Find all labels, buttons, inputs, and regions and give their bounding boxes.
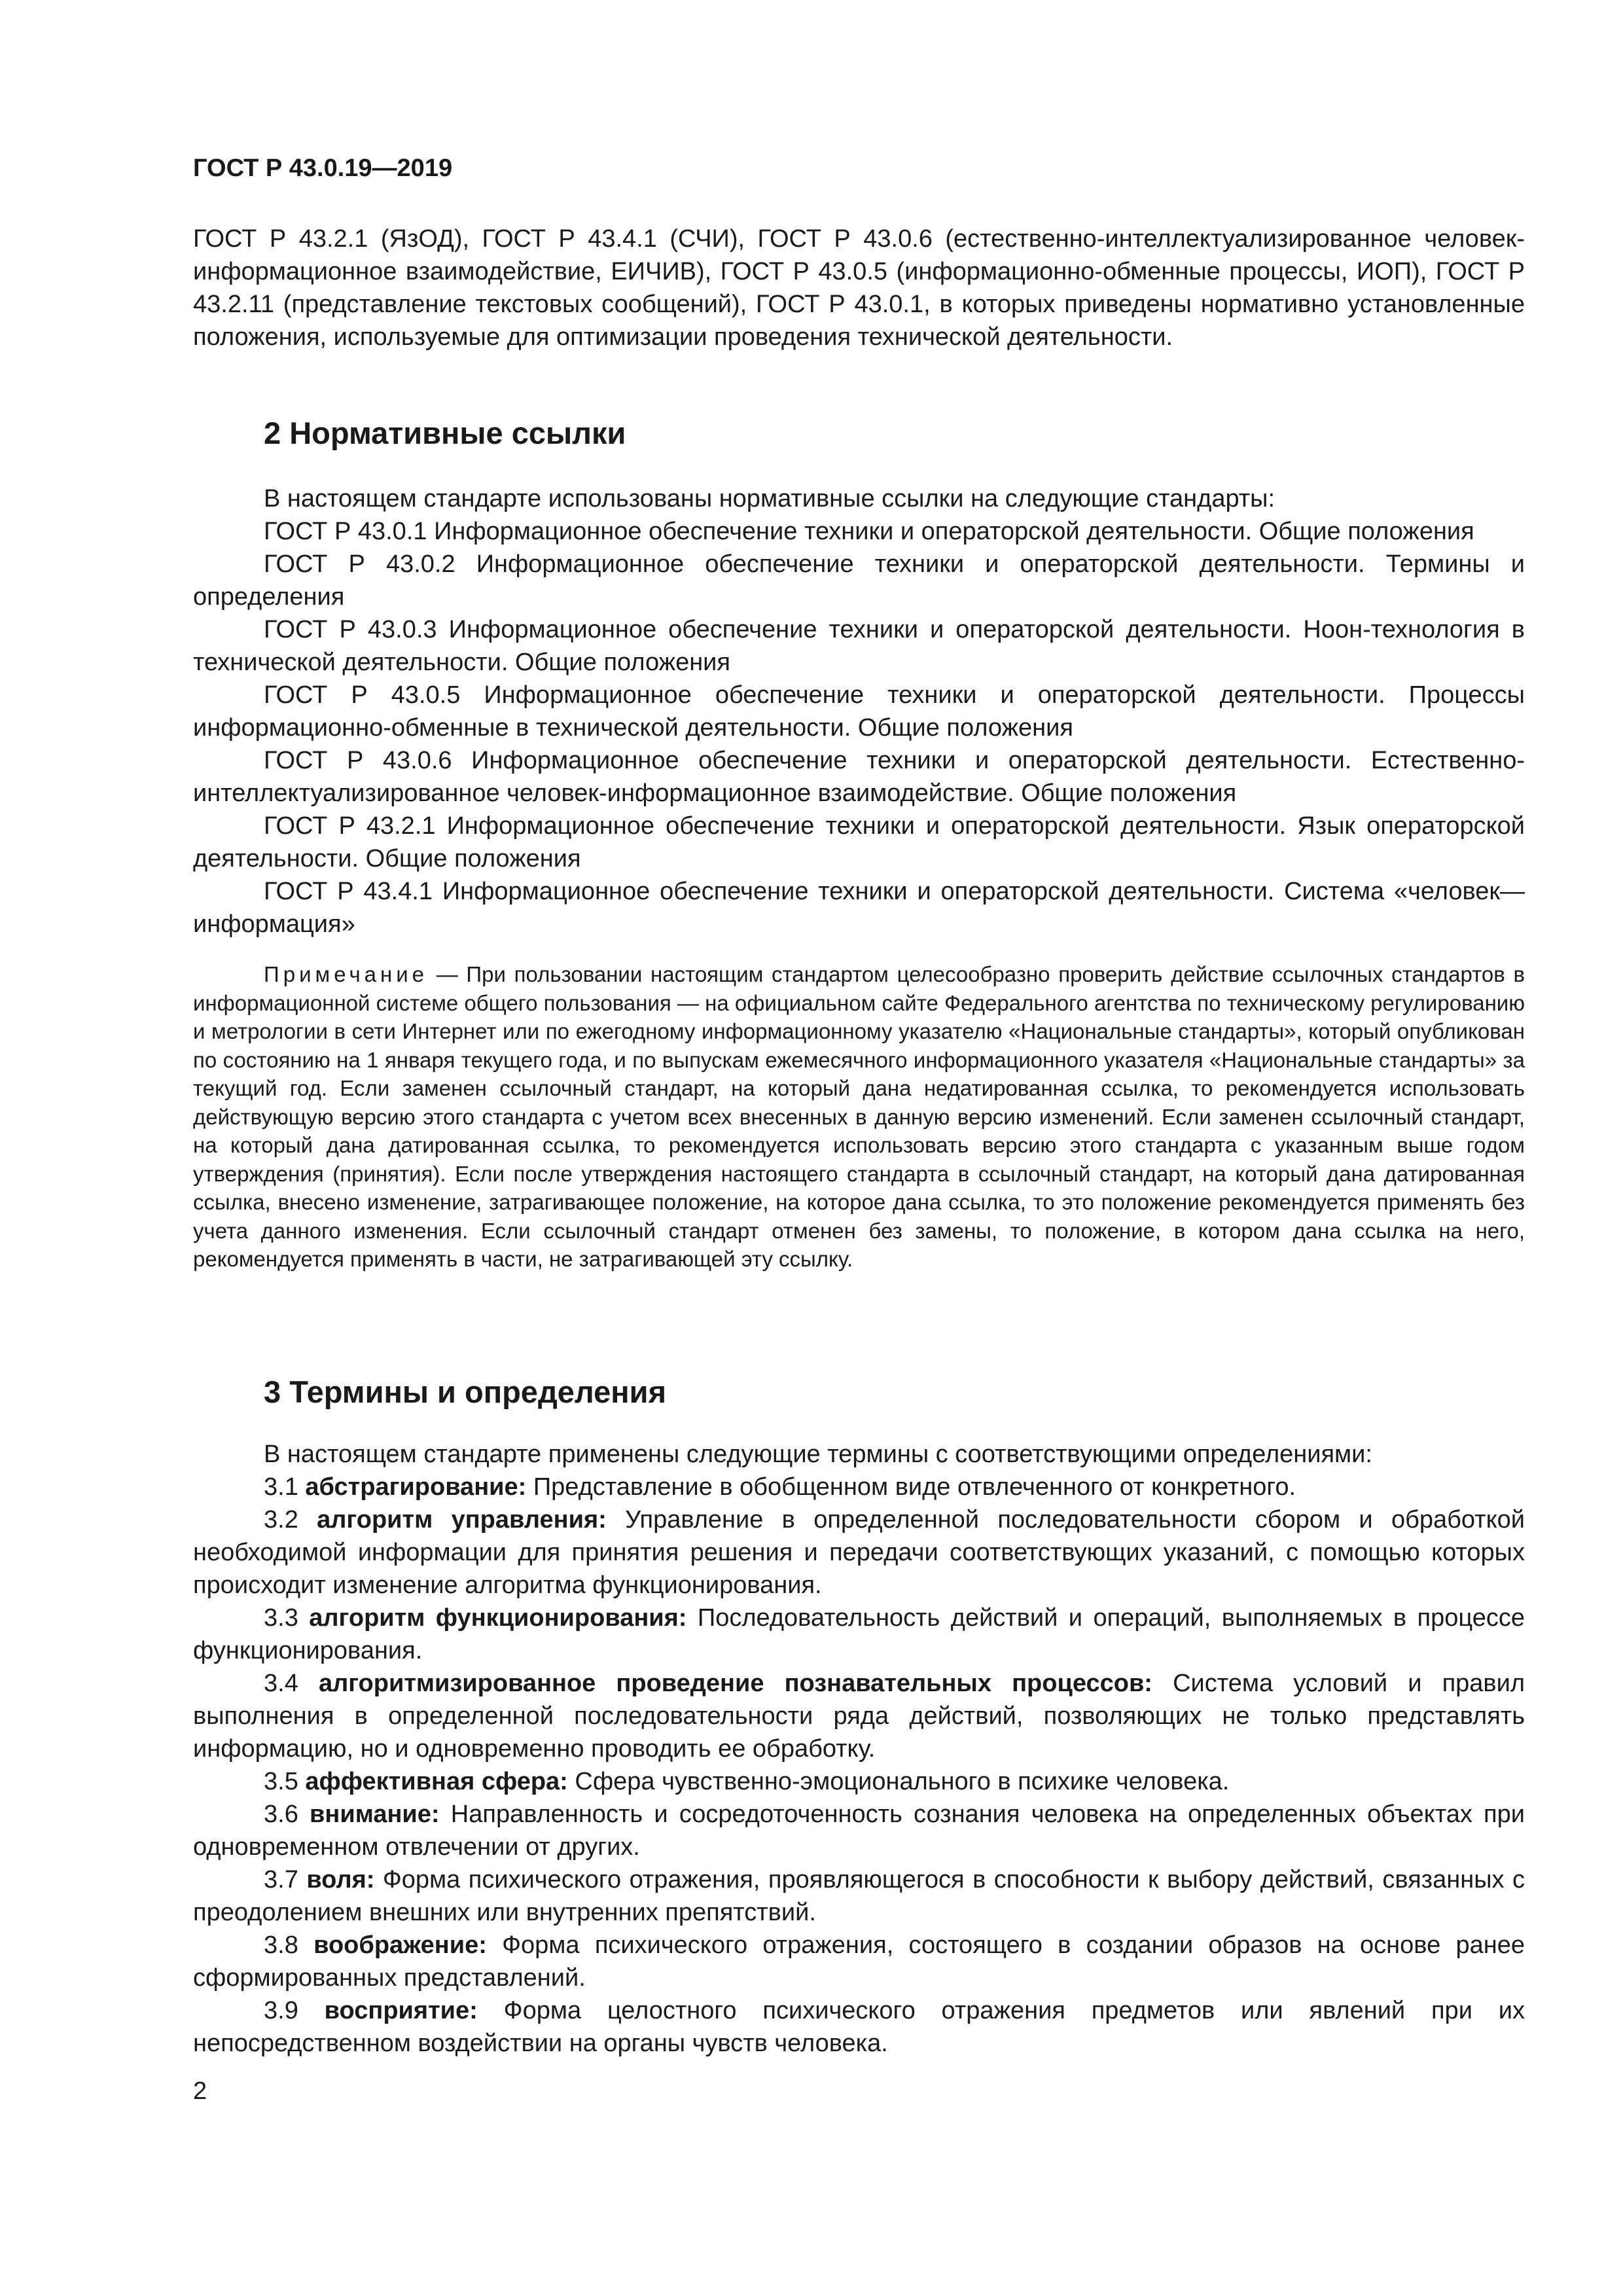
term-number: 3.9: [264, 1997, 325, 2024]
term-entry: [193, 1602, 1525, 1667]
reference-item: ГОСТ Р 43.0.3 Информационное обеспечение техники и операторской деятельности. Ноон-технология в технической деятельности. Общие положения: [193, 616, 1525, 676]
section-3-lead: В настоящем стандарте применены следующие термины с соответствующими определениями:: [264, 1441, 1372, 1468]
term-entry: [193, 1471, 1525, 1503]
references-note: [193, 960, 1525, 1274]
section-3-body: [193, 1438, 1525, 2060]
term-name: абстрагирование:: [305, 1473, 527, 1501]
reference-item: ГОСТ Р 43.0.1 Информационное обеспечение техники и операторской деятельности. Общие положения: [264, 518, 1474, 545]
term-number: 3.4: [264, 1670, 319, 1697]
term-definition: Управление в определенной последовательности сбором и обработкой необходимой информации для принятия решения и передачи соответствующих указаний, с помощью которых происходит изменение алгоритма функционирования.: [193, 1506, 1525, 1599]
term-name: аффективная сфера:: [305, 1768, 568, 1795]
term-number: 3.2: [264, 1506, 317, 1534]
term-definition: Форма психического отражения, проявляющегося в способности к выбору действий, связанных с преодолением внешних или внутренних препятствий.: [193, 1866, 1525, 1926]
term-name: воля:: [306, 1866, 375, 1893]
term-definition: Форма психического отражения, состоящего в создании образов на основе ранее сформированных представлений.: [193, 1931, 1525, 1992]
intro-block: [193, 223, 1525, 353]
reference-item: ГОСТ Р 43.2.1 Информационное обеспечение техники и операторской деятельности. Язык операторской деятельности. Общие положения: [193, 812, 1525, 872]
reference-item: ГОСТ Р 43.0.2 Информационное обеспечение техники и операторской деятельности. Термины и определения: [193, 550, 1525, 611]
note-label: Примечание: [264, 962, 429, 986]
intro-paragraph: ГОСТ Р 43.2.1 (ЯзОД), ГОСТ Р 43.4.1 (СЧИ), ГОСТ Р 43.0.6 (естественно-интеллектуализированное человек-информационное взаимодействие, ЕИЧИВ), ГОСТ Р 43.0.5 (информационно-обменные процессы, ИОП), ГОСТ Р 43.2.11 (представление текстовых сообщений), ГОСТ Р 43.0.1, в которых приведены нормативно установленные положения, используемые для оптимизации проведения технической деятельности.: [193, 225, 1525, 351]
term-number: 3.8: [264, 1931, 314, 1959]
term-number: 3.5: [264, 1768, 306, 1795]
reference-item: ГОСТ Р 43.0.5 Информационное обеспечение техники и операторской деятельности. Процессы информационно-обменные в технической деятельности. Общие положения: [193, 681, 1525, 742]
term-definition: Направленность и сосредоточенность сознания человека на определенных объектах при одновременном отвлечении от других.: [193, 1801, 1525, 1861]
document-code: ГОСТ Р 43.0.19—2019: [193, 154, 453, 182]
term-name: внимание:: [310, 1801, 440, 1828]
term-name: алгоритм функционирования:: [309, 1604, 687, 1632]
term-definition: Система условий и правил выполнения в определенной последовательности ряда действий, позволяющих не только представлять информацию, но и одновременно проводить ее обработку.: [193, 1670, 1525, 1763]
reference-item: ГОСТ Р 43.4.1 Информационное обеспечение техники и операторской деятельности. Система «человек—информация»: [193, 878, 1525, 938]
term-entry: [193, 1667, 1525, 1765]
term-number: 3.3: [264, 1604, 310, 1632]
section-normative-references: [193, 414, 1525, 1274]
note-text: — При пользовании настоящим стандартом целесообразно проверить действие ссылочных стандартов в информационной системе общего пользования — на официальном сайте Федерального агентства по техническому регулированию и метрологии в сети Интернет или по ежегодному информационному указателю «Национальные стандарты», который опубликован по состоянию на 1 января текущего года, и по выпускам ежемесячного информационного указателя «Национальные стандарты» за текущий год. Если заменен ссылочный стандарт, на который дана недатированная ссылка, то рекомендуется использовать действующую версию этого стандарта с учетом всех внесенных в данную версию изменений. Если заменен ссылочный стандарт, на который дана датированная ссылка, то рекомендуется использовать версию этого стандарта с указанным выше годом утверждения (принятия). Если после утверждения настоящего стандарта в ссылочный стандарт, на который дана датированная ссылка, внесено изменение, затрагивающее положение, на которое дана ссылка, то это положение рекомендуется применять без учета данного изменения. Если ссылочный стандарт отменен без замены, то положение, в котором дана ссылка на него, рекомендуется применять в части, не затрагивающей эту ссылку.: [193, 962, 1525, 1271]
term-name: воображение:: [313, 1931, 487, 1959]
term-entry: [193, 1994, 1525, 2060]
term-entry: [193, 1863, 1525, 1929]
section-2-title: 2 Нормативные ссылки: [264, 416, 626, 450]
term-number: 3.1: [264, 1473, 306, 1501]
term-name: алгоритмизированное проведение познавательных процессов:: [318, 1670, 1152, 1697]
term-name: алгоритм управления:: [317, 1506, 607, 1534]
term-entry: [193, 1765, 1525, 1798]
term-definition: Последовательность действий и операций, выполняемых в процессе функционирования.: [193, 1604, 1525, 1664]
term-definition: Сфера чувственно-эмоционального в психике человека.: [567, 1768, 1230, 1795]
page-number: 2: [193, 2077, 207, 2105]
section-3-title: 3 Термины и определения: [264, 1374, 666, 1409]
section-2-body: [193, 482, 1525, 1274]
section-2-lead: В настоящем стандарте использованы нормативные ссылки на следующие стандарты:: [264, 485, 1275, 512]
term-definition: Форма целостного психического отражения предметов или явлений при их непосредственном воздействии на органы чувств человека.: [193, 1997, 1525, 2057]
term-entry: [193, 1503, 1525, 1602]
term-definition: Представление в обобщенном виде отвлеченного от конкретного.: [526, 1473, 1296, 1501]
term-entry: [193, 1929, 1525, 1994]
section-terms-and-definitions: [193, 1372, 1525, 2060]
term-number: 3.7: [264, 1866, 307, 1893]
reference-item: ГОСТ Р 43.0.6 Информационное обеспечение техники и операторской деятельности. Естественно-интеллектуализированное человек-информационное взаимодействие. Общие положения: [193, 747, 1525, 807]
term-entry: [193, 1798, 1525, 1863]
term-number: 3.6: [264, 1801, 310, 1828]
term-name: восприятие:: [324, 1997, 478, 2024]
